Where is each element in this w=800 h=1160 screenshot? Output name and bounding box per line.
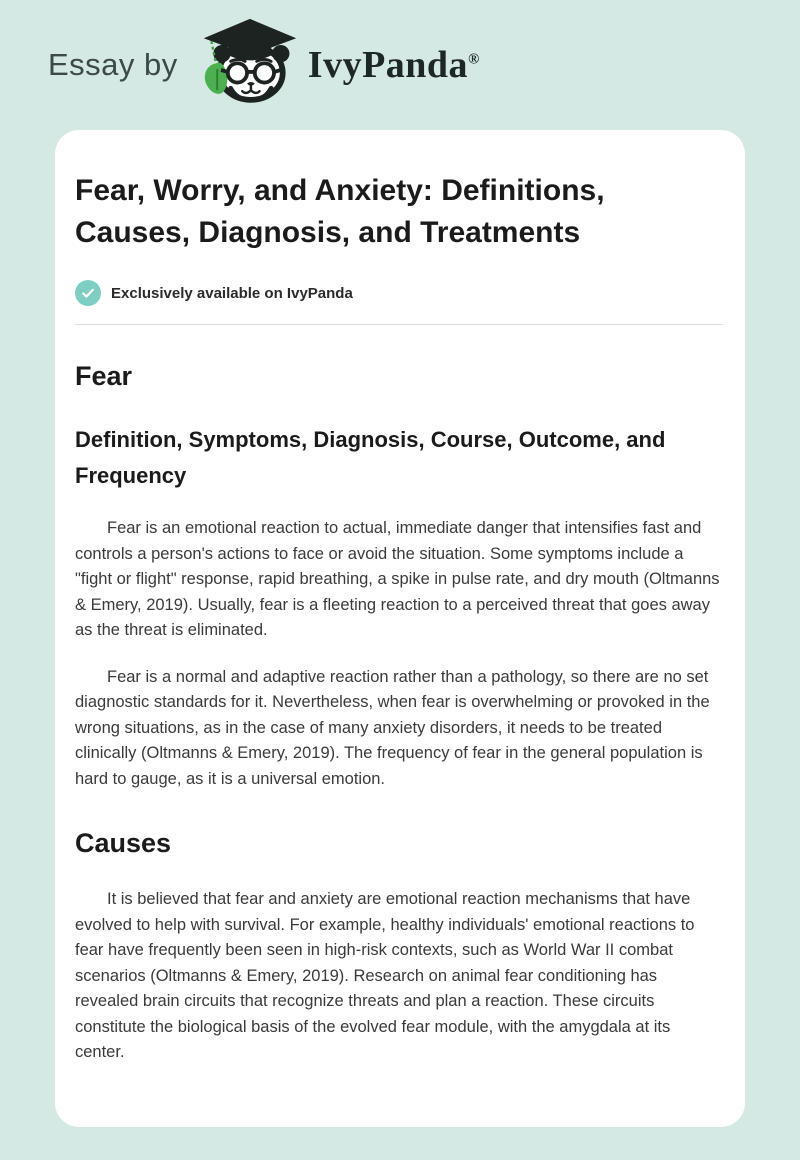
check-icon <box>75 280 101 306</box>
exclusive-badge <box>75 280 723 306</box>
section-subheading: Definition, Symptoms, Diagnosis, Course, Outcome, and Frequency <box>75 427 666 488</box>
page-header <box>0 0 800 130</box>
ivypanda-panda-logo-icon <box>196 17 302 109</box>
essay-card <box>55 130 745 1127</box>
essay-title: Fear, Worry, and Anxiety: Definitions, Causes, Diagnosis, and Treatments <box>75 174 605 249</box>
section-heading-causes: Causes <box>75 828 172 858</box>
brand-name: IvyPanda® <box>307 44 480 86</box>
paragraph: It is believed that fear and anxiety are emotional reaction mechanisms that have evolved to help with survival. For example, healthy individuals' emotional reactions to fear have frequently been seen in high-risk contexts, such as World War II combat scenarios (Oltmanns & Emery, 2019). Research on animal fear conditioning has revealed brain circuits that recognize threats and plan a reaction. These circuits constitute the biological basis of the evolved fear module, with the amygdala at its center. <box>75 890 695 1061</box>
paragraph: Fear is a normal and adaptive reaction rather than a pathology, so there are no set diagnostic standards for it. Nevertheless, when fear is overwhelming or provoked in the wrong situations, as in the case of many anxiety disorders, it needs to be treated clinically (Oltmanns & Emery, 2019). The frequency of fear in the general population is hard to gauge, as it is a universal emotion. <box>75 667 710 788</box>
paragraph: Fear is an emotional reaction to actual, immediate danger that intensifies fast and controls a person's actions to face or avoid the situation. Some symptoms include a "fight or flight" response, rapid breathing, a spike in pulse rate, and dry mouth (Oltmanns & Emery, 2019). Usually, fear is a fleeting reaction to a perceived threat that goes away as the threat is eliminated. <box>75 519 720 639</box>
exclusive-badge-label: Exclusively available on IvyPanda <box>111 284 353 302</box>
registered-mark: ® <box>468 51 480 68</box>
divider <box>75 324 723 325</box>
essay-by-label: Essay by <box>48 47 178 82</box>
section-heading-fear: Fear <box>75 361 133 391</box>
